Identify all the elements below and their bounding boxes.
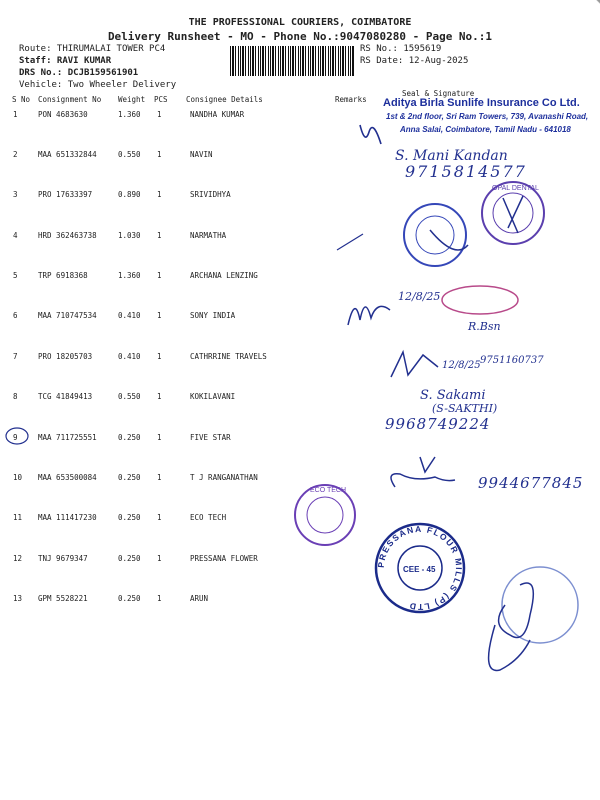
row-pcs: 1 xyxy=(157,392,162,401)
row-consignment-no: PON 4683630 xyxy=(38,110,88,119)
col-weight: Weight xyxy=(118,95,146,104)
ecotech-stamp xyxy=(290,480,360,550)
row-pcs: 1 xyxy=(157,594,162,603)
row8-phone: 9968749224 xyxy=(385,415,491,433)
row-pcs: 1 xyxy=(157,110,162,119)
row7-phone: 9751160737 xyxy=(480,355,544,366)
row-consignee: T J RANGANATHAN xyxy=(190,473,258,482)
col-remarks: Remarks xyxy=(335,95,367,104)
aditya-stamp-line2: 1st & 2nd floor, Sri Ram Towers, 739, Avanashi Road, xyxy=(386,112,589,121)
row6-signature xyxy=(345,290,395,330)
row10-phone: 9944677845 xyxy=(478,474,584,492)
row-consignee: NARMATHA xyxy=(190,231,227,240)
row-consignee: FIVE STAR xyxy=(190,433,231,442)
row-weight: 0.410 xyxy=(118,352,141,361)
row-pcs: 1 xyxy=(157,554,162,563)
row-sno: 13 xyxy=(13,594,23,603)
row-pcs: 1 xyxy=(157,231,162,240)
col-consignee: Consignee Details xyxy=(186,95,263,104)
pressana-stamp xyxy=(372,520,468,616)
row8-signature: S. Sakami xyxy=(420,388,486,403)
row1-signature-mark xyxy=(355,120,385,150)
route-label: Route: THIRUMALAI TOWER PC4 xyxy=(19,44,166,54)
row6-rect-stamp xyxy=(440,282,520,322)
circular-stamp-row4 xyxy=(400,200,470,270)
row-sno: 9 xyxy=(13,433,18,442)
row-sno: 2 xyxy=(13,150,18,159)
pressana-stamp-text: PRESSANA FLOUR MILLS (P) LTD xyxy=(375,523,465,613)
row-consignee: NANDHA KUMAR xyxy=(190,110,245,119)
aditya-stamp-line1: Aditya Birla Sunlife Insurance Co Ltd. xyxy=(383,97,580,109)
row-consignee: SRIVIDHYA xyxy=(190,190,231,199)
row-weight: 0.250 xyxy=(118,473,141,482)
row7-signature xyxy=(388,347,448,382)
row-weight: 1.360 xyxy=(118,110,141,119)
row2-phone: 9715814577 xyxy=(405,162,527,181)
row-consignment-no: TRP 6918368 xyxy=(38,271,88,280)
row-consignment-no: HRD 362463738 xyxy=(38,231,97,240)
row-consignment-no: MAA 653500084 xyxy=(38,473,97,482)
bottom-right-stamp xyxy=(470,565,595,680)
row-consignee: NAVIN xyxy=(190,150,213,159)
row-consignment-no: MAA 651332844 xyxy=(38,150,97,159)
row-pcs: 1 xyxy=(157,473,162,482)
row-sno: 7 xyxy=(13,352,18,361)
row-pcs: 1 xyxy=(157,271,162,280)
row2-signature-name: S. Mani Kandan xyxy=(395,148,508,164)
aditya-stamp-line3: Anna Salai, Coimbatore, Tamil Nadu - 641018 xyxy=(400,125,571,134)
row-weight: 1.030 xyxy=(118,231,141,240)
row-consignment-no: PRO 18205703 xyxy=(38,352,93,361)
row-consignment-no: GPM 5528221 xyxy=(38,594,88,603)
row-consignment-no: TCG 41849413 xyxy=(38,392,93,401)
row-weight: 0.250 xyxy=(118,554,141,563)
pressana-stamp-code: CEE - 45 xyxy=(403,565,436,574)
barcode xyxy=(230,46,355,76)
col-pcs: PCS xyxy=(154,95,168,104)
row-sno: 5 xyxy=(13,271,18,280)
rs-number: RS No.: 1595619 xyxy=(360,44,442,54)
row-weight: 0.410 xyxy=(118,311,141,320)
row-consignee: ARUN xyxy=(190,594,209,603)
row-consignee: KOKILAVANI xyxy=(190,392,236,401)
row-weight: 0.250 xyxy=(118,513,141,522)
row-pcs: 1 xyxy=(157,352,162,361)
row-weight: 0.890 xyxy=(118,190,141,199)
row7-date: 12/8/25 xyxy=(442,360,481,371)
ecotech-stamp-text: ECO TECH xyxy=(310,487,347,494)
opal-stamp-text: OPAL DENTAL xyxy=(492,185,539,192)
rs-date: RS Date: 12-Aug-2025 xyxy=(360,56,469,66)
row10-signature xyxy=(385,452,465,497)
row-sno: 11 xyxy=(13,513,23,522)
row-sno: 3 xyxy=(13,190,18,199)
row-pcs: 1 xyxy=(157,190,162,199)
row-consignee: SONY INDIA xyxy=(190,311,236,320)
row-pcs: 1 xyxy=(157,150,162,159)
row-consignment-no: TNJ 9679347 xyxy=(38,554,88,563)
row-sno: 4 xyxy=(13,231,18,240)
row-sno: 12 xyxy=(13,554,23,563)
opal-dental-stamp xyxy=(478,178,548,248)
row8-name-printed: (S-SAKTHI) xyxy=(432,402,498,415)
row-consignment-no: PRO 17633397 xyxy=(38,190,93,199)
row-consignee: PRESSANA FLOWER xyxy=(190,554,258,563)
row-consignee: CATHRRINE TRAVELS xyxy=(190,352,267,361)
row-consignee: ARCHANA LENZING xyxy=(190,271,258,280)
staff-label: Staff: RAVI KUMAR xyxy=(19,56,112,66)
row-consignment-no: MAA 711725551 xyxy=(38,433,97,442)
row-weight: 0.250 xyxy=(118,433,141,442)
row-consignment-no: MAA 710747534 xyxy=(38,311,97,320)
company-title: THE PROFESSIONAL COURIERS, COIMBATORE xyxy=(188,17,412,28)
col-seal-signature: Seal & Signature xyxy=(402,89,475,98)
row-sno: 10 xyxy=(13,473,23,482)
col-consignment: Consignment No xyxy=(38,95,102,104)
row-weight: 0.550 xyxy=(118,392,141,401)
row9-circle-mark xyxy=(4,426,30,446)
row4-tick-mark xyxy=(335,232,365,252)
row-consignee: ECO TECH xyxy=(190,513,227,522)
row6-date: 12/8/25 xyxy=(398,290,441,303)
row-weight: 1.360 xyxy=(118,271,141,280)
drs-label: DRS No.: DCJB159561901 xyxy=(19,68,139,78)
col-sno: S No xyxy=(12,95,31,104)
runsheet-title: Delivery Runsheet - MO - Phone No.:9047080280 - Page No.:1 xyxy=(107,30,493,43)
row-sno: 8 xyxy=(13,392,18,401)
row-weight: 0.250 xyxy=(118,594,141,603)
row6-receiver-name: R.Bsn xyxy=(468,320,501,333)
row-pcs: 1 xyxy=(157,513,162,522)
row-pcs: 1 xyxy=(157,433,162,442)
row-sno: 1 xyxy=(13,110,18,119)
vehicle-label: Vehicle: Two Wheeler Delivery xyxy=(19,80,177,90)
row-pcs: 1 xyxy=(157,311,162,320)
row-weight: 0.550 xyxy=(118,150,141,159)
row-sno: 6 xyxy=(13,311,18,320)
row-consignment-no: MAA 111417230 xyxy=(38,513,97,522)
